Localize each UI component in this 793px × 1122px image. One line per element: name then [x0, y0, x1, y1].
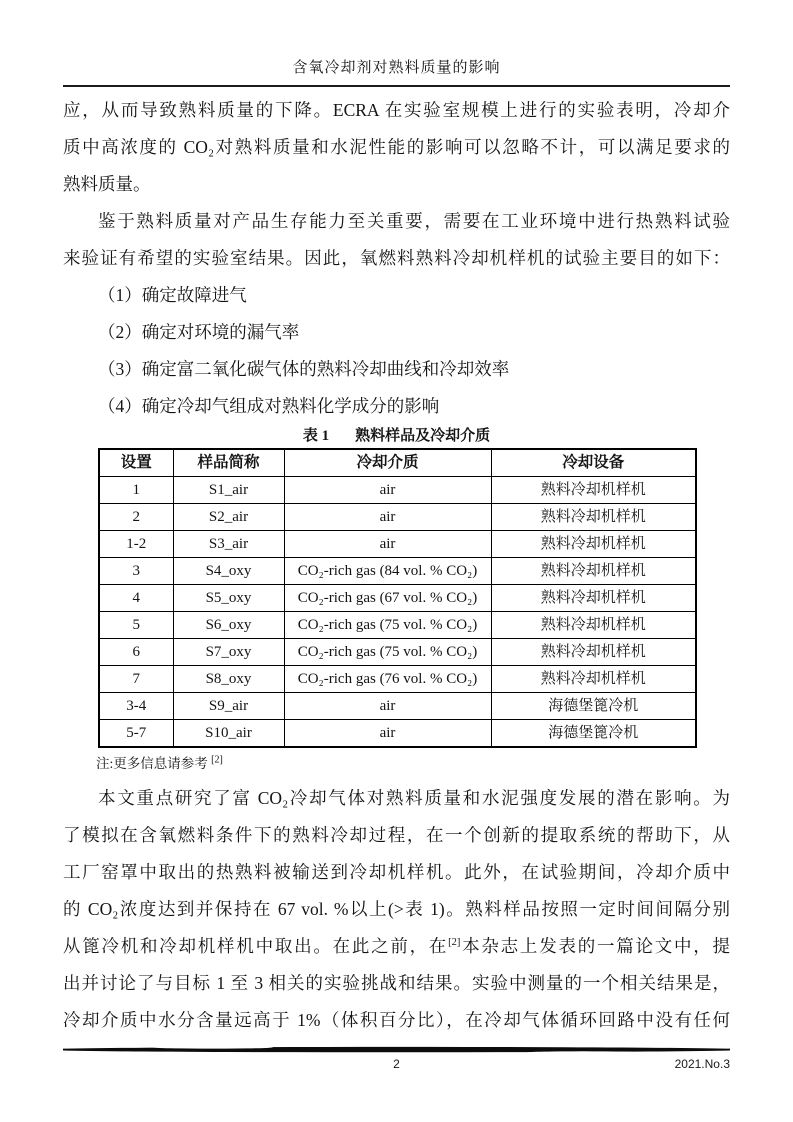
table-cell: 3-4	[99, 693, 173, 720]
table-row	[99, 477, 696, 504]
table-cell: air	[284, 504, 491, 531]
table-caption-label: 表 1	[302, 428, 330, 444]
text-line: 应，从而导致熟料质量的下降。ECRA 在实验室规模上进行的实验表明，冷却介	[63, 100, 730, 120]
text-line: 熟料质量。	[63, 174, 151, 194]
table-header-cell: 设置	[99, 449, 173, 477]
table-cell: air	[284, 531, 491, 558]
table-cell: S4_oxy	[173, 558, 284, 585]
table-cell: S1_air	[173, 477, 284, 504]
table-cell: 1	[99, 477, 173, 504]
text-line: 了模拟在含氧燃料条件下的熟料冷却过程，在一个创新的提取系统的帮助下，从	[63, 825, 730, 845]
table-row	[99, 531, 696, 558]
page-content	[63, 92, 730, 1039]
table-header-cell: 冷却设备	[491, 449, 696, 477]
table-cell: S7_oxy	[173, 639, 284, 666]
text-line: 本文重点研究了富 CO₂冷却气体对熟料质量和水泥强度发展的潜在影响。为	[98, 788, 730, 808]
table-caption-title: 熟料样品及冷却介质	[355, 428, 491, 444]
text-line: 质中高浓度的 CO₂对熟料质量和水泥性能的影响可以忽略不计，可以满足要求的	[63, 137, 730, 157]
table-cell: CO₂-rich gas (76 vol. % CO₂)	[284, 666, 491, 693]
paragraph-2	[63, 203, 730, 277]
objectives-list	[63, 277, 730, 425]
samples-table	[98, 448, 697, 748]
table-cell: air	[284, 720, 491, 748]
text-line	[63, 928, 730, 965]
table-cell: S8_oxy	[173, 666, 284, 693]
reference-marker: [2]	[211, 754, 223, 766]
samples-table-body	[99, 477, 696, 748]
objective-item: （2）确定对环境的漏气率	[98, 322, 300, 342]
table-cell: S3_air	[173, 531, 284, 558]
table-cell: 海德堡篦冷机	[491, 693, 696, 720]
footer-rule	[63, 1046, 730, 1054]
paragraph-3	[63, 780, 730, 1039]
text-line: 出并讨论了与目标 1 至 3 相关的实验挑战和结果。实验中测量的一个相关结果是，	[63, 973, 730, 993]
table-cell: 7	[99, 666, 173, 693]
table-cell: S10_air	[173, 720, 284, 748]
table-cell: 熟料冷却机样机	[491, 666, 696, 693]
table-wrap	[63, 448, 730, 748]
table-cell: 熟料冷却机样机	[491, 477, 696, 504]
paragraph-1	[63, 92, 730, 203]
table-cell: air	[284, 477, 491, 504]
table-cell: 熟料冷却机样机	[491, 504, 696, 531]
objective-item: （1）确定故障进气	[98, 285, 247, 305]
text-line: 来验证有希望的实验室结果。因此，氧燃料熟料冷却机样机的试验主要目的如下：	[63, 248, 730, 268]
header-rule	[63, 85, 730, 87]
table-caption	[63, 425, 730, 448]
table-cell: CO₂-rich gas (75 vol. % CO₂)	[284, 639, 491, 666]
table-cell: 熟料冷却机样机	[491, 585, 696, 612]
text-segment: 本杂志上发表的一篇论文中，提	[460, 936, 731, 956]
text-line: 的 CO₂浓度达到并保持在 67 vol. %以上(>表 1)。熟料样品按照一定时间间隔分别	[63, 899, 730, 919]
table-cell: CO₂-rich gas (84 vol. % CO₂)	[284, 558, 491, 585]
table-row	[99, 504, 696, 531]
table-cell: CO₂-rich gas (67 vol. % CO₂)	[284, 585, 491, 612]
table-cell: 熟料冷却机样机	[491, 558, 696, 585]
reference-marker: [2]	[448, 937, 461, 949]
page-header-title: 含氧冷却剂对熟料质量的影响	[292, 60, 501, 76]
table-cell: 熟料冷却机样机	[491, 531, 696, 558]
table-cell: S6_oxy	[173, 612, 284, 639]
table-cell: 海德堡篦冷机	[491, 720, 696, 748]
text-line: 冷却介质中水分含量远高于 1%（体积百分比），在冷却气体循环回路中没有任何	[63, 1010, 730, 1030]
footer-meta	[63, 1057, 730, 1075]
table-header-cell: 冷却介质	[284, 449, 491, 477]
table-cell: S9_air	[173, 693, 284, 720]
table-cell: S5_oxy	[173, 585, 284, 612]
table-cell: air	[284, 693, 491, 720]
text-line: 鉴于熟料质量对产品生存能力至关重要，需要在工业环境中进行热熟料试验	[98, 211, 730, 231]
table-header-row	[99, 449, 696, 477]
table-row	[99, 612, 696, 639]
table-cell: 6	[99, 639, 173, 666]
table-row	[99, 666, 696, 693]
table-cell: 熟料冷却机样机	[491, 612, 696, 639]
table-row	[99, 720, 696, 748]
table-row	[99, 585, 696, 612]
table-cell: 4	[99, 585, 173, 612]
table-row	[99, 639, 696, 666]
page-footer	[63, 1046, 730, 1075]
issue-number: 2021.No.3	[674, 1057, 730, 1071]
table-cell: 1-2	[99, 531, 173, 558]
table-cell: 2	[99, 504, 173, 531]
table-cell: 3	[99, 558, 173, 585]
table-cell: 熟料冷却机样机	[491, 639, 696, 666]
table-cell: CO₂-rich gas (75 vol. % CO₂)	[284, 612, 491, 639]
table-cell: 5-7	[99, 720, 173, 748]
page-number: 2	[393, 1057, 400, 1071]
table-cell: 5	[99, 612, 173, 639]
objective-item: （4）确定冷却气组成对熟料化学成分的影响	[98, 396, 440, 416]
table-cell: S2_air	[173, 504, 284, 531]
table-row	[99, 693, 696, 720]
table-header-cell: 样品简称	[173, 449, 284, 477]
table-note-text: 注:更多信息请参考	[96, 756, 212, 771]
table-note	[63, 753, 730, 777]
table-row	[99, 558, 696, 585]
text-segment: 从篦冷机和冷却机样机中取出。在此之前，在	[63, 936, 449, 956]
objective-item: （3）确定富二氧化碳气体的熟料冷却曲线和冷却效率	[98, 359, 510, 379]
text-line: 工厂窑罩中取出的热熟料被输送到冷却机样机。此外，在试验期间，冷却介质中	[63, 862, 730, 882]
